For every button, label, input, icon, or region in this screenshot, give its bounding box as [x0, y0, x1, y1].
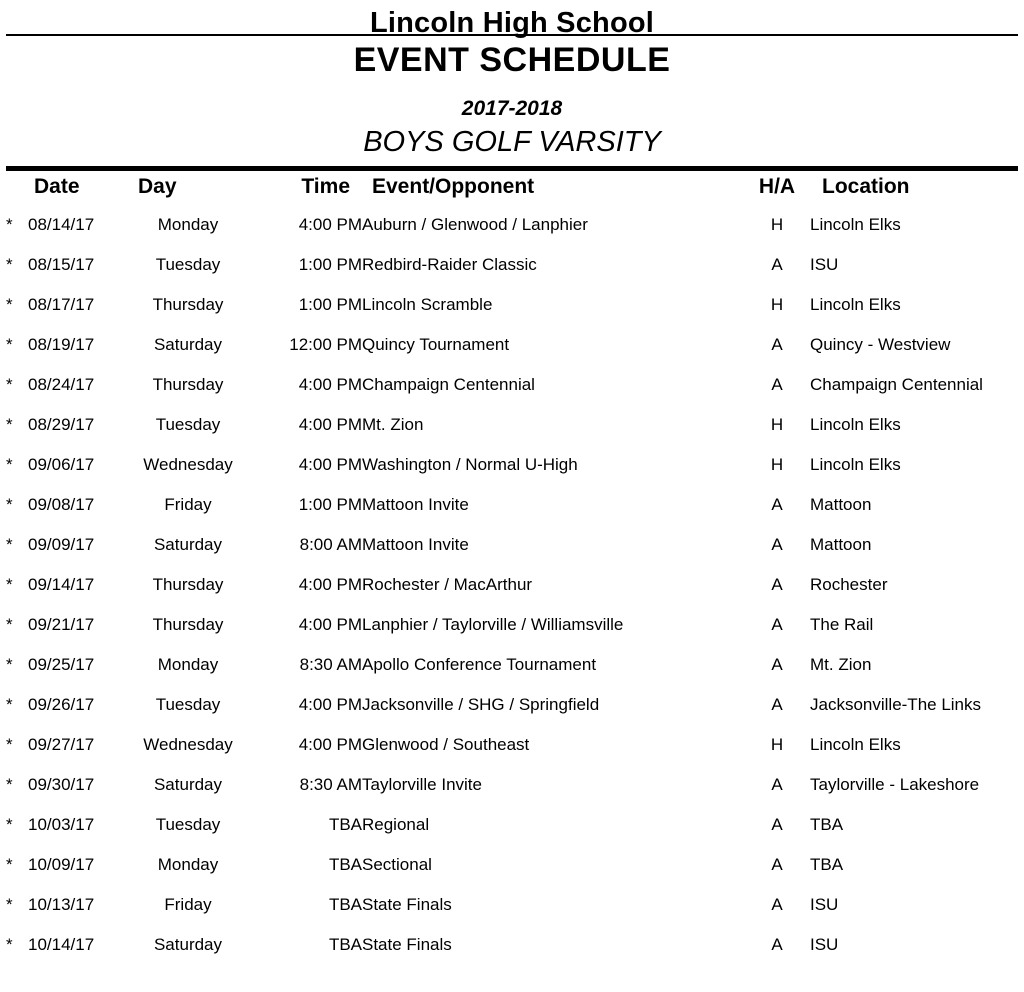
- row-star: *: [6, 895, 13, 914]
- row-event: Auburn / Glenwood / Lanphier: [362, 215, 588, 234]
- row-date: 09/25/17: [28, 655, 95, 674]
- row-star: *: [6, 255, 13, 274]
- row-event: Glenwood / Southeast: [362, 735, 530, 754]
- row-date: 08/17/17: [28, 295, 95, 314]
- row-date: 10/03/17: [28, 815, 95, 834]
- row-time: 4:00 PM: [298, 575, 362, 594]
- row-location: Lincoln Elks: [810, 295, 901, 314]
- row-event: State Finals: [362, 935, 452, 954]
- table-header-row: [6, 171, 1018, 205]
- row-time: 4:00 PM: [298, 375, 362, 394]
- row-location: Lincoln Elks: [810, 215, 901, 234]
- table-row: [6, 605, 1018, 645]
- row-location: Mattoon: [810, 495, 872, 514]
- row-star: *: [6, 295, 13, 314]
- row-home-away: H: [770, 455, 784, 474]
- column-header-star: [6, 171, 28, 205]
- table-row: [6, 285, 1018, 325]
- row-star: *: [6, 655, 13, 674]
- row-home-away: A: [771, 535, 783, 554]
- column-header-time: Time: [301, 175, 350, 198]
- row-date: 08/29/17: [28, 415, 95, 434]
- row-home-away: H: [770, 735, 784, 754]
- row-location: Rochester: [810, 575, 888, 594]
- row-home-away: A: [771, 695, 783, 714]
- row-home-away: H: [770, 215, 784, 234]
- table-row: [6, 525, 1018, 565]
- row-date: 08/14/17: [28, 215, 95, 234]
- row-star: *: [6, 695, 13, 714]
- row-date: 09/06/17: [28, 455, 95, 474]
- row-event: Mt. Zion: [362, 415, 424, 434]
- row-home-away: A: [771, 815, 783, 834]
- table-row: [6, 365, 1018, 405]
- row-day: Thursday: [152, 615, 224, 634]
- season-label: 2017-2018: [461, 97, 563, 120]
- row-location: The Rail: [810, 615, 874, 634]
- row-date: 09/21/17: [28, 615, 95, 634]
- row-date: 08/15/17: [28, 255, 95, 274]
- row-day: Tuesday: [155, 695, 221, 714]
- row-star: *: [6, 415, 13, 434]
- row-day: Thursday: [152, 375, 224, 394]
- row-home-away: A: [771, 495, 783, 514]
- row-star: *: [6, 375, 13, 394]
- row-home-away: A: [771, 895, 783, 914]
- table-row: [6, 405, 1018, 445]
- row-location: Mattoon: [810, 535, 872, 554]
- row-star: *: [6, 615, 13, 634]
- row-date: 10/13/17: [28, 895, 95, 914]
- row-event: Taylorville Invite: [362, 775, 482, 794]
- table-row: [6, 845, 1018, 885]
- table-row: [6, 485, 1018, 525]
- row-day: Thursday: [152, 575, 224, 594]
- school-name: Lincoln High School: [369, 7, 655, 39]
- row-time: 12:00 PM: [289, 335, 362, 354]
- row-date: 09/09/17: [28, 535, 95, 554]
- row-event: Champaign Centennial: [362, 375, 535, 394]
- row-day: Wednesday: [143, 735, 233, 754]
- row-location: TBA: [810, 815, 844, 834]
- row-location: Champaign Centennial: [810, 375, 983, 394]
- column-header-ha: H/A: [758, 175, 796, 198]
- row-event: Quincy Tournament: [362, 335, 510, 354]
- row-location: TBA: [810, 855, 844, 874]
- row-location: ISU: [810, 895, 839, 914]
- row-time: 1:00 PM: [298, 255, 362, 274]
- row-time: 8:00 AM: [299, 535, 362, 554]
- document-header: [0, 0, 1024, 160]
- row-location: Mt. Zion: [810, 655, 872, 674]
- row-location: Lincoln Elks: [810, 455, 901, 474]
- row-home-away: H: [770, 295, 784, 314]
- row-home-away: A: [771, 935, 783, 954]
- row-star: *: [6, 335, 13, 354]
- row-event: Regional: [362, 815, 430, 834]
- row-home-away: A: [771, 615, 783, 634]
- row-date: 09/30/17: [28, 775, 95, 794]
- row-time: 8:30 AM: [299, 655, 362, 674]
- row-day: Saturday: [153, 775, 223, 794]
- row-time: TBA: [328, 855, 362, 874]
- table-row: [6, 685, 1018, 725]
- row-time: 1:00 PM: [298, 295, 362, 314]
- row-time: 4:00 PM: [298, 695, 362, 714]
- row-star: *: [6, 935, 13, 954]
- row-star: *: [6, 495, 13, 514]
- row-day: Wednesday: [143, 455, 233, 474]
- row-event: State Finals: [362, 895, 452, 914]
- row-event: Mattoon Invite: [362, 535, 469, 554]
- row-home-away: A: [771, 575, 783, 594]
- row-date: 09/26/17: [28, 695, 95, 714]
- row-location: ISU: [810, 935, 839, 954]
- row-day: Tuesday: [155, 415, 221, 434]
- header-divider-thin: [6, 34, 1018, 36]
- row-home-away: A: [771, 855, 783, 874]
- row-location: Lincoln Elks: [810, 735, 901, 754]
- row-star: *: [6, 575, 13, 594]
- row-time: 1:00 PM: [298, 495, 362, 514]
- row-home-away: H: [770, 415, 784, 434]
- row-day: Saturday: [153, 335, 223, 354]
- row-home-away: A: [771, 655, 783, 674]
- row-day: Friday: [164, 895, 212, 914]
- row-date: 10/14/17: [28, 935, 95, 954]
- row-time: 4:00 PM: [298, 735, 362, 754]
- table-row: [6, 445, 1018, 485]
- row-home-away: A: [771, 255, 783, 274]
- table-row: [6, 925, 1018, 965]
- row-day: Monday: [157, 215, 219, 234]
- row-location: Quincy - Westview: [810, 335, 951, 354]
- row-date: 09/14/17: [28, 575, 95, 594]
- row-time: 4:00 PM: [298, 455, 362, 474]
- row-location: ISU: [810, 255, 839, 274]
- row-date: 10/09/17: [28, 855, 95, 874]
- row-star: *: [6, 455, 13, 474]
- row-time: TBA: [328, 895, 362, 914]
- table-row: [6, 885, 1018, 925]
- row-event: Sectional: [362, 855, 432, 874]
- row-home-away: A: [771, 335, 783, 354]
- table-row: [6, 325, 1018, 365]
- row-location: Jacksonville-The Links: [810, 695, 982, 714]
- row-day: Friday: [164, 495, 212, 514]
- row-event: Redbird-Raider Classic: [362, 255, 537, 274]
- column-header-location: Location: [822, 175, 910, 198]
- row-date: 08/24/17: [28, 375, 95, 394]
- row-star: *: [6, 535, 13, 554]
- schedule-rows: [6, 205, 1018, 965]
- row-time: 4:00 PM: [298, 415, 362, 434]
- row-event: Lincoln Scramble: [362, 295, 493, 314]
- row-location: Taylorville - Lakeshore: [810, 775, 980, 794]
- row-location: Lincoln Elks: [810, 415, 901, 434]
- row-star: *: [6, 815, 13, 834]
- table-row: [6, 645, 1018, 685]
- row-star: *: [6, 215, 13, 234]
- row-time: TBA: [328, 935, 362, 954]
- row-event: Rochester / MacArthur: [362, 575, 533, 594]
- row-home-away: A: [771, 775, 783, 794]
- sport-label: BOYS GOLF VARSITY: [363, 126, 661, 158]
- row-day: Tuesday: [155, 815, 221, 834]
- row-day: Monday: [157, 655, 219, 674]
- row-day: Tuesday: [155, 255, 221, 274]
- table-row: [6, 765, 1018, 805]
- row-date: 08/19/17: [28, 335, 95, 354]
- row-time: 4:00 PM: [298, 215, 362, 234]
- column-header-event: Event/Opponent: [372, 175, 535, 198]
- row-event: Washington / Normal U-High: [362, 455, 578, 474]
- table-row: [6, 725, 1018, 765]
- row-day: Monday: [157, 855, 219, 874]
- row-day: Thursday: [152, 295, 224, 314]
- row-date: 09/08/17: [28, 495, 95, 514]
- table-row: [6, 205, 1018, 245]
- row-event: Mattoon Invite: [362, 495, 469, 514]
- row-star: *: [6, 735, 13, 754]
- row-event: Lanphier / Taylorville / Williamsville: [362, 615, 624, 634]
- table-row: [6, 565, 1018, 605]
- row-star: *: [6, 775, 13, 794]
- table-row: [6, 805, 1018, 845]
- schedule-table: [6, 171, 1018, 965]
- row-day: Saturday: [153, 935, 223, 954]
- row-home-away: A: [771, 375, 783, 394]
- row-time: TBA: [328, 815, 362, 834]
- row-event: Apollo Conference Tournament: [362, 655, 597, 674]
- row-day: Saturday: [153, 535, 223, 554]
- column-header-day: Day: [138, 175, 177, 198]
- row-event: Jacksonville / SHG / Springfield: [362, 695, 600, 714]
- row-star: *: [6, 855, 13, 874]
- row-date: 09/27/17: [28, 735, 95, 754]
- row-time: 8:30 AM: [299, 775, 362, 794]
- page-title: EVENT SCHEDULE: [353, 41, 671, 79]
- table-row: [6, 245, 1018, 285]
- row-time: 4:00 PM: [298, 615, 362, 634]
- column-header-date: Date: [34, 175, 80, 198]
